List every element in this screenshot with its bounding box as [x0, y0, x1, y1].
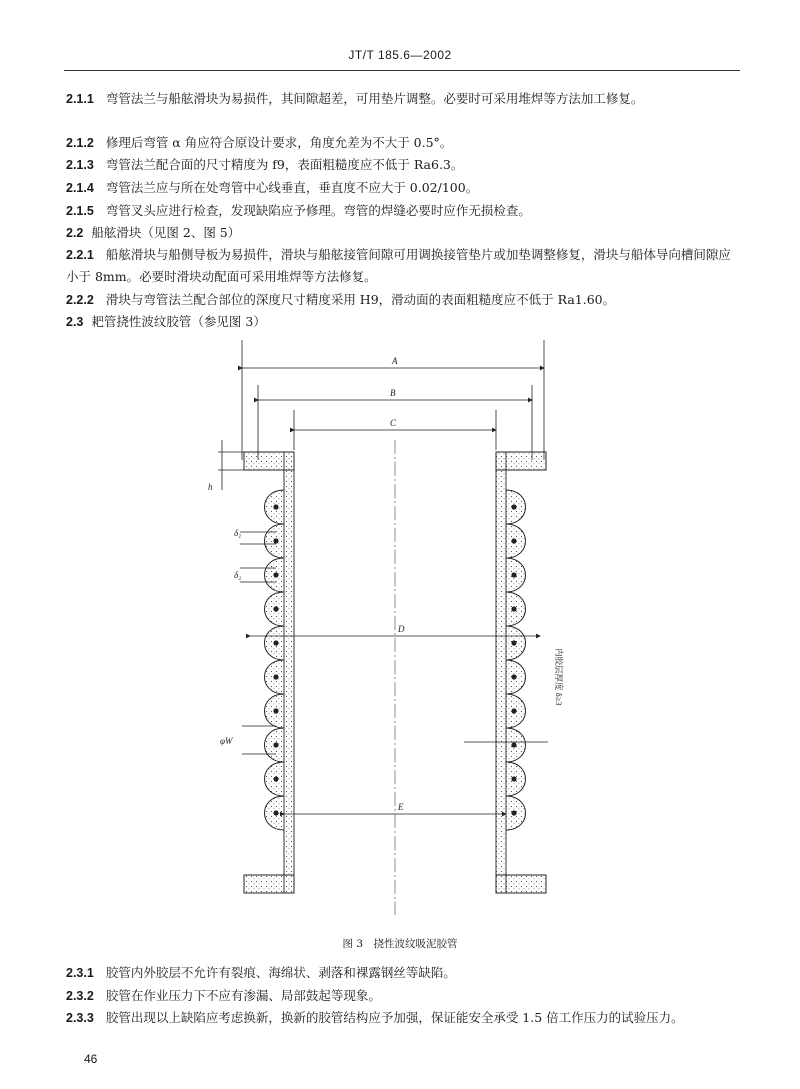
clause-text: 船舷滑块（见图 2、图 5）: [91, 225, 241, 240]
clause-number: 2.2: [66, 226, 84, 240]
label-c: C: [390, 418, 397, 428]
clause-number: 2.3: [66, 315, 84, 329]
clause-2-2-2: [66, 289, 736, 311]
clause-text: 弯管法兰与船舷滑块为易损件，其间隙超差，可用垫片调整。必要时可采用堆焊等方法加工修复。: [105, 91, 644, 106]
label-a: A: [392, 356, 398, 366]
clause-text: 耙管挠性波纹胶管（参见图 3）: [91, 314, 266, 329]
clause-text: 船舷滑块与船侧导板为易损件，滑块与船舷接管间隙可用调换接管垫片或加垫调整修复，滑块与船体导向槽间隙应小于 8mm。必要时滑块动配面可采用堆焊等方法修复。: [66, 247, 731, 284]
label-d: D: [398, 624, 405, 634]
page-number: 46: [84, 1052, 98, 1066]
label-h: h: [208, 482, 213, 492]
header-rule: [64, 70, 740, 71]
clause-2-3-3: [66, 1007, 736, 1029]
dimension-h: [208, 440, 244, 492]
clause-2-1-4: [66, 177, 736, 199]
label-phi-w: φW: [220, 736, 233, 746]
clause-number: 2.2.1: [66, 248, 94, 262]
clause-number: 2.2.2: [66, 293, 94, 307]
clause-number: 2.1.2: [66, 136, 94, 150]
figure-3-hose-drawing: [200, 330, 600, 930]
clause-text: 胶管内外胶层不允许有裂痕、海绵状、剥落和裸露钢丝等缺陷。: [105, 965, 456, 980]
clause-number: 2.1.4: [66, 181, 94, 195]
label-delta1: δ₁: [234, 528, 242, 538]
label-b: B: [390, 388, 396, 398]
clause-2-1-2: [66, 132, 736, 154]
clause-text: 弯管法兰应与所在处弯管中心线垂直，垂直度不应大于 0.02/100。: [105, 180, 479, 195]
clause-number: 2.3.3: [66, 1011, 94, 1025]
page-header: JT/T 185.6—2002: [348, 48, 452, 62]
clause-2-3-1: [66, 962, 736, 984]
clause-text: 弯管法兰配合面的尺寸精度为 f9，表面粗糙度应不低于 Ra6.3。: [105, 157, 464, 172]
clause-number: 2.3.1: [66, 966, 94, 980]
clause-text: 胶管出现以上缺陷应考虑换新，换新的胶管结构应予加强，保证能安全承受 1.5 倍工作压力的试验压力。: [105, 1010, 684, 1025]
clause-number: 2.1.5: [66, 204, 94, 218]
label-delta2: δ₂: [234, 570, 242, 580]
clause-number: 2.1.1: [66, 92, 94, 106]
left-hose-wall: [265, 452, 295, 893]
clause-text: 弯管叉头应进行检查，发现缺陷应予修理。弯管的焊缝必要时应作无损检查。: [105, 203, 531, 218]
clause-number: 2.3.2: [66, 989, 94, 1003]
clause-2-1-1: [66, 88, 736, 110]
clause-2-1-3: [66, 154, 736, 176]
clause-2-3-2: [66, 985, 736, 1007]
clause-text: 滑块与弯管法兰配合部位的深度尺寸精度采用 H9，滑动面的表面粗糙度应不低于 Ra1.60。: [105, 292, 616, 307]
clause-2-1-5: [66, 200, 736, 222]
right-hose-wall: [496, 452, 526, 893]
clause-2-2: [66, 222, 736, 244]
clause-text: 修理后弯管 α 角应符合原设计要求，角度允差为不大于 0.5°。: [105, 135, 453, 150]
label-e: E: [398, 802, 404, 812]
figure-caption: 图 3 挠性波纹吸泥胶管: [342, 938, 458, 950]
clause-2-2-1: [66, 244, 736, 288]
clause-number: 2.1.3: [66, 158, 94, 172]
clause-text: 胶管在作业压力下不应有渗漏、局部鼓起等现象。: [105, 988, 381, 1003]
inner-layer-label: 内胶层厚度 δ≥3: [554, 648, 564, 706]
